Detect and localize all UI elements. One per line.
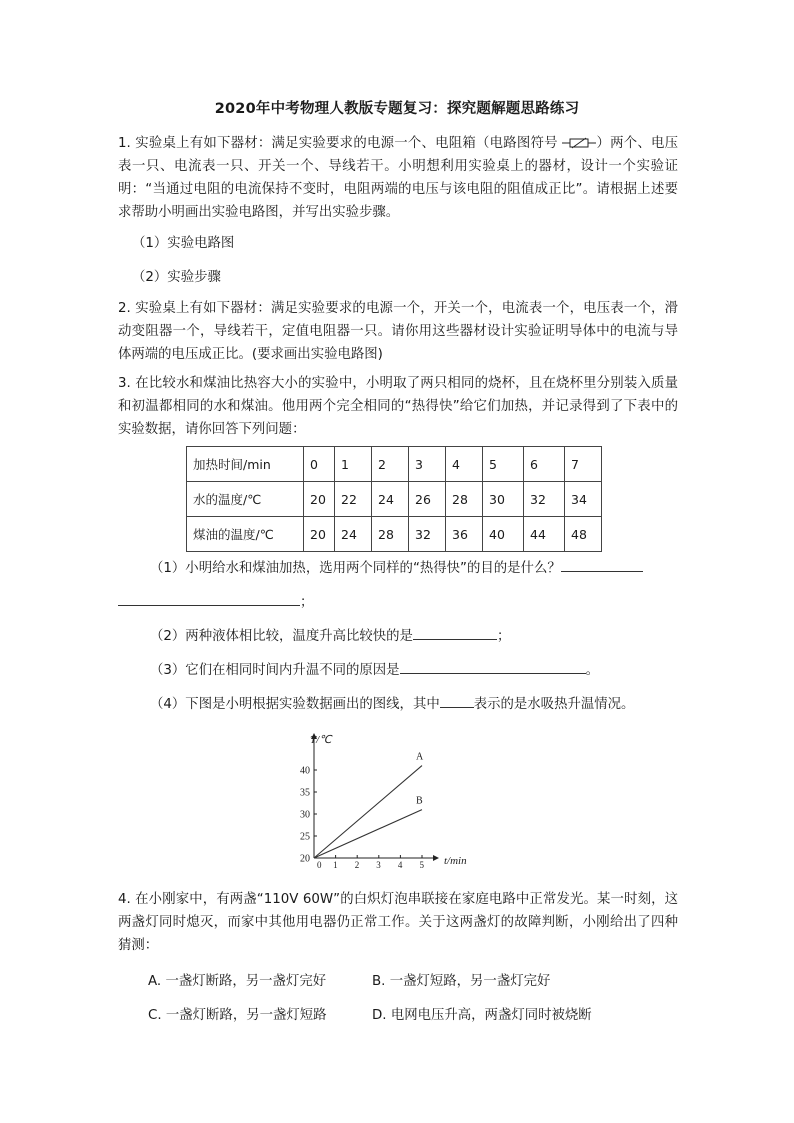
table-row-label: 加热时间/min <box>187 447 304 482</box>
question-3-sub-4-text-b: 表示的是水吸热升温情况。 <box>473 697 635 712</box>
y-axis-label: T/℃ <box>310 734 332 746</box>
question-2: 2. 实验桌上有如下器材：满足实验要求的电源一个，开关一个，电流表一个，电压表一个，滑动变阻器一个，导线若干，定值电阻器一只。请你用这些器材设计实验证明导体中的电流与导体两端的电压成正比。(要求画出实验电路图) <box>118 301 678 362</box>
x-tick-label: 3 <box>376 860 381 868</box>
data-table <box>186 446 602 552</box>
question-3-sub-4-text-a: （4）下图是小明根据实验数据画出的图线，其中 <box>150 697 440 712</box>
table-cell: 32 <box>524 482 565 517</box>
x-tick-label: 2 <box>354 860 360 868</box>
answer-blank[interactable] <box>413 625 497 640</box>
table-row <box>187 482 602 517</box>
table-cell: 28 <box>446 482 483 517</box>
table-cell: 48 <box>565 517 602 552</box>
table-row-label: 水的温度/℃ <box>187 482 304 517</box>
table-cell: 30 <box>483 482 524 517</box>
question-1 <box>118 132 678 224</box>
punctuation: ； <box>496 629 511 644</box>
table-cell: 2 <box>372 447 409 482</box>
table-row <box>187 517 602 552</box>
table-cell: 24 <box>372 482 409 517</box>
table-cell: 24 <box>335 517 372 552</box>
punctuation: ； <box>300 595 314 610</box>
table-cell: 4 <box>446 447 483 482</box>
question-3-sub-2-text: （2）两种液体相比较，温度升高比较快的是 <box>150 629 413 644</box>
table-cell: 22 <box>335 482 372 517</box>
series-label-b: B <box>416 795 423 807</box>
y-tick-label: 25 <box>300 831 310 843</box>
question-3: 3. 在比较水和煤油比热容大小的实验中，小明取了两只相同的烧杯，且在烧杯里分别装入质量和初温都相同的水和煤油。他用两个完全相同的“热得快”给它们加热，并记录得到了下表中的实验数据，请你回答下列问题： <box>118 376 678 437</box>
punctuation: 。 <box>585 663 599 678</box>
y-tick-label: 30 <box>300 809 310 821</box>
series-label-a: A <box>416 751 424 763</box>
question-1-sub-2: （2）实验步骤 <box>132 270 221 285</box>
x-tick-label: 4 <box>397 860 403 868</box>
question-1-sub-1: （1）实验电路图 <box>132 236 235 251</box>
table-cell: 36 <box>446 517 483 552</box>
answer-blank[interactable] <box>561 557 643 572</box>
temperature-time-chart <box>290 728 490 868</box>
question-4: 4. 在小刚家中，有两盏“110V 60W”的白炽灯泡串联接在家庭电路中正常发光。某一时刻，这两盏灯同时熄灭，而家中其他用电器仍正常工作。关于这两盏灯的故障判断，小刚给出了四种猜测： <box>118 892 678 953</box>
option-b[interactable]: B. 一盏灯短路，另一盏灯完好 <box>372 974 551 989</box>
y-tick-label: 40 <box>300 765 310 777</box>
question-3-sub-2 <box>150 625 510 644</box>
table-cell: 26 <box>409 482 446 517</box>
question-3-sub-3-text: （3）它们在相同时间内升温不同的原因是 <box>150 663 400 678</box>
page-title: 2020年中考物理人教版专题复习：探究题解题思路练习 <box>214 101 580 117</box>
table-cell: 0 <box>304 447 335 482</box>
question-3-sub-1-text: （1）小明给水和煤油加热，选用两个同样的“热得快”的目的是什么？ <box>150 561 561 576</box>
y-tick-label: 35 <box>300 787 310 799</box>
table-cell: 40 <box>483 517 524 552</box>
table-cell: 7 <box>565 447 602 482</box>
table-cell: 20 <box>304 517 335 552</box>
question-3-sub-3 <box>150 659 599 678</box>
x-axis-label: t/min <box>444 855 467 867</box>
table-cell: 44 <box>524 517 565 552</box>
answer-blank[interactable] <box>118 591 300 606</box>
y-tick-label: 20 <box>300 853 310 865</box>
question-1-text-b: ）两个、电压表一只、电流表一只、开关一个、导线若干。小明想利用实验桌上的器材，设计一个实验证明：“当通过电阻的电流保持不变时，电阻两端的电压与该电阻的阻值成正比”。请根据上述要求帮助小明画出实验电路图，并写出实验步骤。 <box>118 136 679 220</box>
option-d[interactable]: D. 电网电压升高，两盏灯同时被烧断 <box>372 1008 592 1023</box>
table-cell: 6 <box>524 447 565 482</box>
table-cell: 3 <box>409 447 446 482</box>
series-line-a <box>314 766 422 858</box>
option-a[interactable]: A. 一盏灯断路，另一盏灯完好 <box>148 974 327 989</box>
x-tick-label: 5 <box>419 860 424 868</box>
option-c[interactable]: C. 一盏灯断路，另一盏灯短路 <box>148 1008 327 1023</box>
table-cell: 28 <box>372 517 409 552</box>
table-row-label: 煤油的温度/℃ <box>187 517 304 552</box>
x-tick-label: 1 <box>333 860 338 868</box>
table-cell: 5 <box>483 447 524 482</box>
series-line-b <box>314 810 422 858</box>
table-cell: 32 <box>409 517 446 552</box>
question-1-text-a: 1. 实验桌上有如下器材：满足实验要求的电源一个、电阻箱（电路图符号 <box>118 136 563 151</box>
resistor-box-symbol-icon <box>562 137 596 149</box>
answer-blank[interactable] <box>440 693 474 708</box>
table-cell: 1 <box>335 447 372 482</box>
question-3-sub-1 <box>150 557 643 576</box>
table-cell: 34 <box>565 482 602 517</box>
table-row <box>187 447 602 482</box>
answer-blank[interactable] <box>400 659 586 674</box>
table-cell: 20 <box>304 482 335 517</box>
question-3-sub-4 <box>150 693 634 712</box>
origin-label: 0 <box>317 860 322 868</box>
question-3-sub-1-continued <box>118 591 313 610</box>
